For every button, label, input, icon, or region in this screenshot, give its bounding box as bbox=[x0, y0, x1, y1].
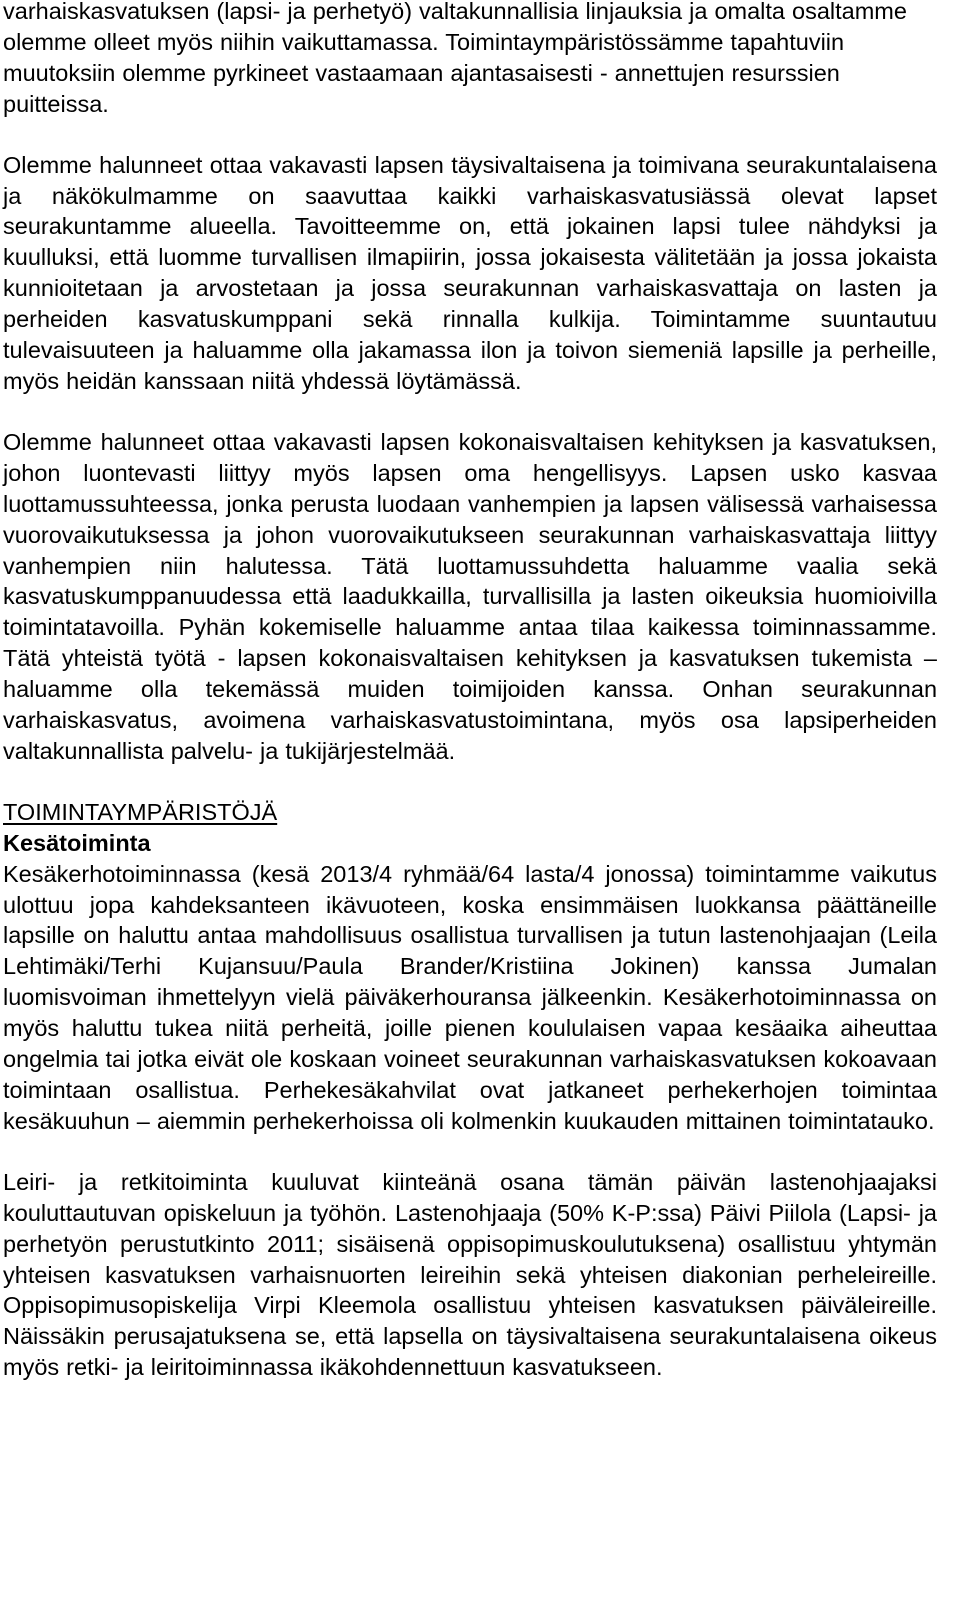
sentence: Tätä yhteistä työtä - lapsen kokonaisvaltaisen kehityksen ja kasvatuksen tukemista – haluamme olla tekemässä muiden toimijoiden kanssa. bbox=[3, 645, 937, 703]
section-heading: TOIMINTAYMPÄRISTÖJÄ bbox=[3, 798, 278, 825]
sentence: Pyhän kokemiselle haluamme antaa tilaa kaikessa toiminnassamme. bbox=[178, 614, 937, 641]
paragraph-gap bbox=[3, 1137, 937, 1167]
sentence: Olemme halunneet ottaa vakavasti lapsen kokonaisvaltaisen kehityksen ja kasvatuksen, johon luontevasti liittyy myös lapsen oma hengellisyys. bbox=[3, 428, 937, 486]
paragraph-kesakerho bbox=[3, 859, 937, 1137]
sentence: Toimintamme suuntautuu tulevaisuuteen ja haluamme olla jakamassa ilon ja toivon siemeniä lapsille ja perheille, myös heidän kanssaan niitä yhdessä löytämässä. bbox=[3, 306, 937, 394]
sentence: Oppisopimusopiskelija Virpi Kleemola osallistuu yhteisen kasvatuksen päiväleireille. bbox=[3, 1292, 937, 1319]
sentence: Kesäkerhotoiminnassa (kesä 2013/4 ryhmää/64 lasta/4 jonossa) toimintamme vaikutus ulottuu jopa kahdeksanteen ikävuoteen, koska ensimmäisen luokkansa päättäneille lapsille on haluttu antaa mahdollisuus osallistua turvallisen ja tutun lastenohjaajan (Leila Lehtimäki/Terhi Kujansuu/Paula Brander/Kristiina Jokinen) kanssa Jumalan luomisvoiman ihmettelyyn vielä päiväkerhouransa jälkeenkin. bbox=[3, 860, 937, 1011]
sentence: Lastenohjaaja (50% K-P:ssa) Päivi Piilola (Lapsi- ja perhetyön perustutkinto 2011; sisäisenä oppisopimuskoulutuksena) osallistuu yhtymän yhteisen kasvatuksen varhaisnuorten leireihin sekä yhteisen diakonian perheleireille. bbox=[3, 1199, 937, 1288]
sentence: varhaiskasvatuksen (lapsi- ja perhetyö) valtakunnallisia linjauksia ja omalta osaltamme olemme olleet myös niihin vaikuttamassa. bbox=[3, 0, 907, 55]
sentence: Näissäkin perusajatuksena se, että lapsella on täysivaltaisena seurakuntalaisena oikeus myös retki- ja leiritoiminnassa ikäkohdennettuun kasvatukseen. bbox=[3, 1323, 937, 1381]
paragraph-leiri bbox=[3, 1167, 937, 1383]
paragraph-gap bbox=[3, 767, 937, 797]
section-subheading: Kesätoiminta bbox=[3, 829, 151, 856]
paragraph-gap bbox=[3, 120, 937, 150]
text-column bbox=[3, 0, 937, 1383]
sentence: Kesäkerhotoiminnassa on myös haluttu tukea niitä perheitä, joille pienen koululaisen vapaa kesäaika aiheuttaa ongelmia tai jotka eivät ole koskaan voineet seurakunnan varhaiskasvatuksen kokoavaan toimintaan osallistua. bbox=[3, 984, 937, 1103]
paragraph-kokonaisvaltainen bbox=[3, 427, 937, 767]
sentence: Olemme halunneet ottaa vakavasti lapsen täysivaltaisena ja toimivana seurakuntalaisena ja näkökulmamme on saavuttaa kaikki varhaiskasvatusiässä olevat lapset seurakuntamme alueella. bbox=[3, 151, 937, 240]
paragraph-gap bbox=[3, 397, 937, 427]
paragraph-linjaukset bbox=[3, 0, 937, 120]
paragraph-taysivaltainen bbox=[3, 150, 937, 397]
sentence: Lapsen usko kasvaa luottamussuhteessa, jonka perusta luodaan vanhempien ja lapsen välisessä varhaisessa vuorovaikutuksessa ja johon vuorovaikutukseen seurakunnan varhaiskasvattaja liittyy vanhempien niin halutessa. bbox=[3, 459, 937, 579]
sentence: Leiri- ja retkitoiminta kuuluvat kiinteänä osana tämän päivän lastenohjaajaksi kouluttautuvan opiskeluun ja työhön. bbox=[3, 1168, 937, 1226]
sentence: Toimintaympäristössämme tapahtuviin muutoksiin olemme pyrkineet vastaamaan ajantasaisesti - annettujen resurssien puitteissa. bbox=[3, 28, 845, 117]
sentence: Perhekesäkahvilat ovat jatkaneet perhekerhojen toimintaa kesäkuuhun – aiemmin perhekerhoissa oli kolmenkin kuukauden mittainen toimintatauko. bbox=[3, 1077, 938, 1134]
sentence: Tavoitteemme on, että jokainen lapsi tulee nähdyksi ja kuulluksi, että luomme turvallisen ilmapiirin, jossa jokaisesta välitetään ja jossa jokaista kunnioitetaan ja arvostetaan ja jossa seurakunnan varhaiskasvattaja on lasten ja perheiden kasvatuskumppani sekä rinnalla kulkija. bbox=[3, 213, 938, 333]
sentence: Tätä luottamussuhdetta haluamme vaalia sekä kasvatuskumppanuudessa että laadukkailla, turvallisilla ja lasten oikeuksia huomioivilla toimintatavoilla. bbox=[3, 552, 937, 641]
sentence: Onhan seurakunnan varhaiskasvatus, avoimena varhaiskasvatustoimintana, myös osa lapsiperheiden valtakunnallista palvelu- ja tukijärjestelmää. bbox=[3, 676, 938, 764]
